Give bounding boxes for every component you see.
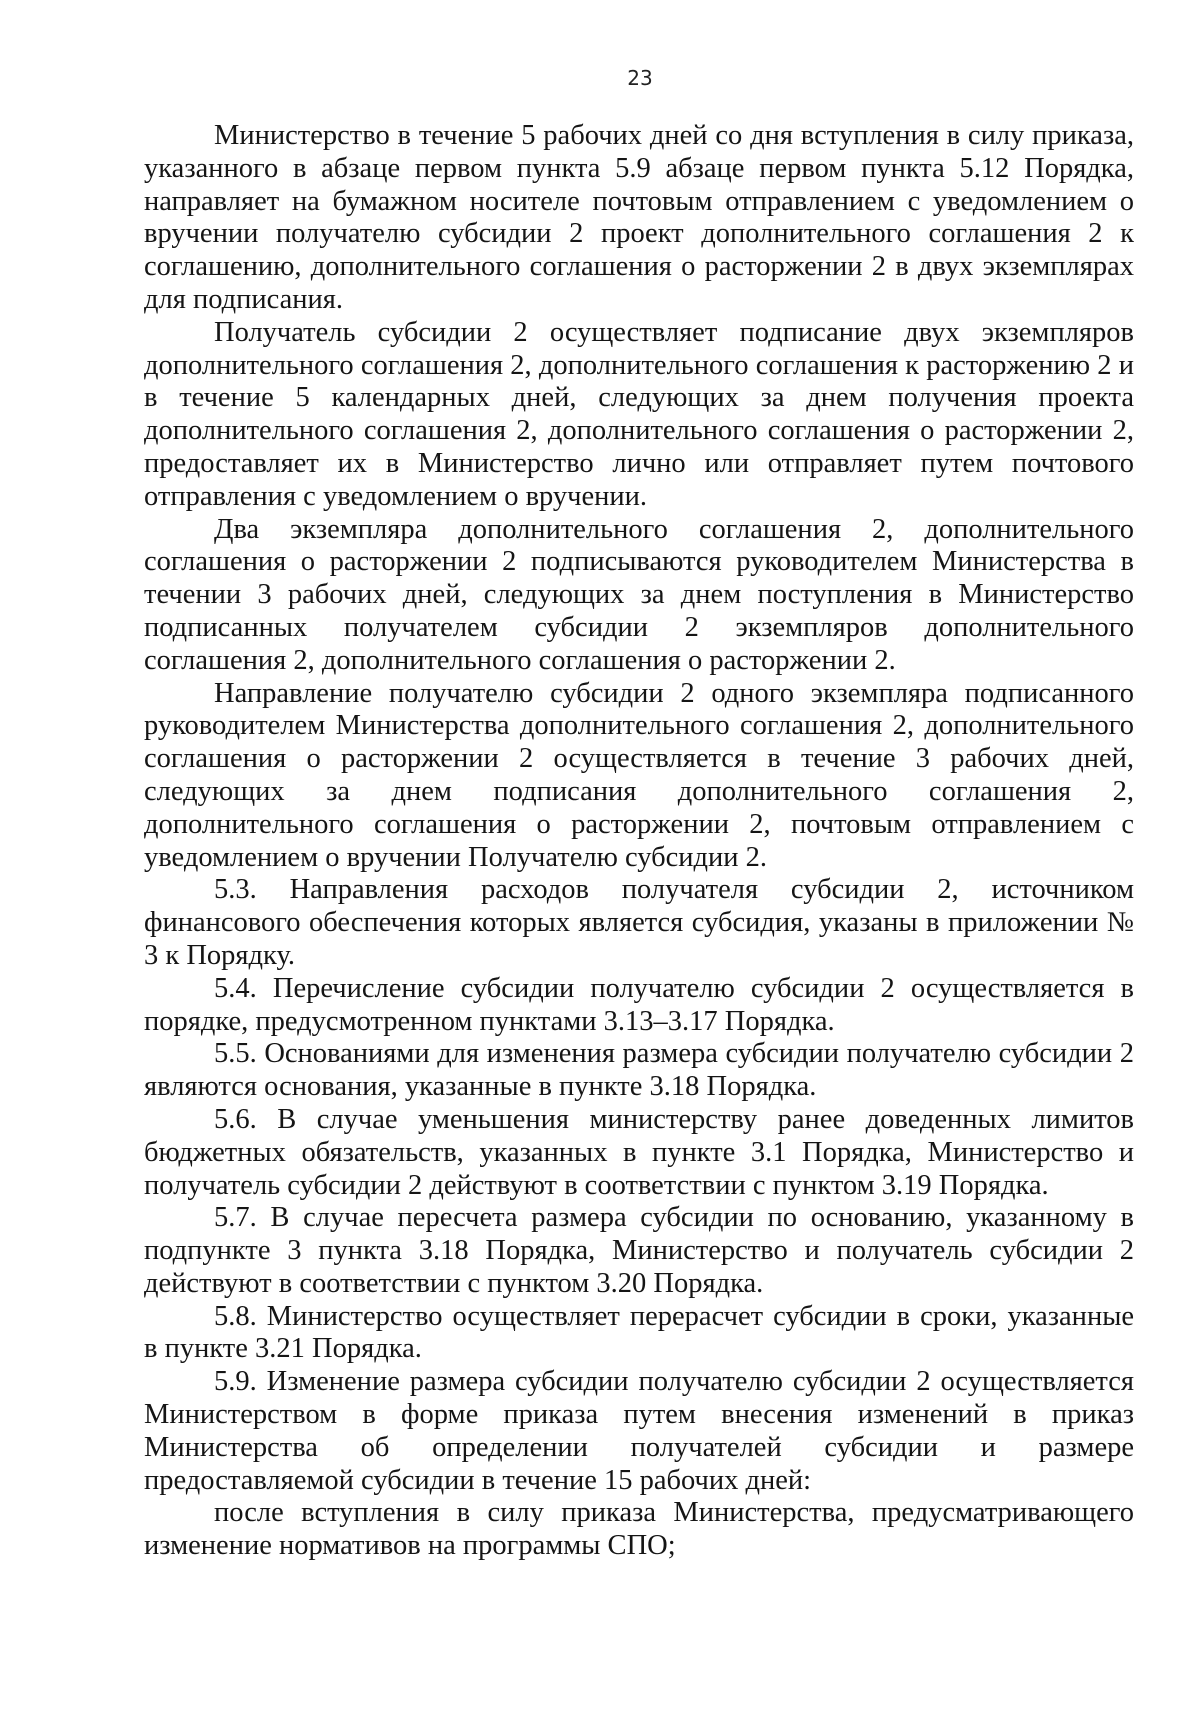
paragraph-1: Министерство в течение 5 рабочих дней со дня вступления в силу приказа, указанного в абзаце первом пункта 5.9 абзаце первом пункта 5.12 Порядка, направляет на бумажном носителе почтовым отправлением с уведомлением о вручении получателю субсидии 2 проект дополнительного соглашения 2 к соглашению, дополнительного соглашения о расторжении 2 в двух экземплярах для подписания. [144, 120, 1134, 315]
paragraph-5-8: 5.8. Министерство осуществляет перерасчет субсидии в сроки, указанные в пункте 3.21 Порядка. [144, 1300, 1134, 1365]
paragraph-5-5: 5.5. Основаниями для изменения размера субсидии получателю субсидии 2 являются основания, указанные в пункте 3.18 Порядка. [144, 1038, 1134, 1103]
paragraph-2: Получатель субсидии 2 осуществляет подписание двух экземпляров дополнительного соглашения 2, дополнительного соглашения к расторжению 2 и в течение 5 календарных дней, следующих за днем получения проекта дополнительного соглашения 2, дополнительного соглашения о расторжении 2, предоставляет их в Министерство лично или отправляет путем почтового отправления с уведомлением о вручении. [144, 316, 1134, 512]
paragraph-3: Два экземпляра дополнительного соглашения 2, дополнительного соглашения о расторжении 2 подписываются руководителем Министерства в течении 3 рабочих дней, следующих за днем поступления в Министерство подписанных получателем субсидии 2 экземпляров дополнительного соглашения 2, дополнительного соглашения о расторжении 2. [144, 513, 1134, 676]
page-number: 23 [627, 66, 653, 90]
paragraph-5-9: 5.9. Изменение размера субсидии получателю субсидии 2 осуществляется Министерством в форме приказа путем внесения изменений в приказ Министерства об определении получателей субсидии и размере предоставляемой субсидии в течение 15 рабочих дней: [144, 1366, 1134, 1496]
paragraph-5-6: 5.6. В случае уменьшения министерству ранее доведенных лимитов бюджетных обязательств, указанных в пункте 3.1 Порядка, Министерство и получатель субсидии 2 действуют в соответствии с пунктом 3.19 Порядка. [144, 1103, 1134, 1201]
paragraph-4: Направление получателю субсидии 2 одного экземпляра подписанного руководителем Министерства дополнительного соглашения 2, дополнительного соглашения о расторжении 2 осуществляется в течение 3 рабочих дней, следующих за днем подписания дополнительного соглашения 2, дополнительного соглашения о расторжении 2, почтовым отправлением с уведомлением о вручении Получателю субсидии 2. [144, 677, 1134, 873]
document-body [144, 120, 1134, 1563]
paragraph-5-9-item: после вступления в силу приказа Министерства, предусматривающего изменение нормативов на программы СПО; [144, 1497, 1134, 1562]
paragraph-5-4: 5.4. Перечисление субсидии получателю субсидии 2 осуществляется в порядке, предусмотренном пунктами 3.13–3.17 Порядка. [144, 972, 1134, 1037]
paragraph-5-7: 5.7. В случае пересчета размера субсидии по основанию, указанному в подпункте 3 пункта 3.18 Порядка, Министерство и получатель субсидии 2 действуют в соответствии с пунктом 3.20 Порядка. [144, 1202, 1134, 1299]
paragraph-5-3: 5.3. Направления расходов получателя субсидии 2, источником финансового обеспечения которых является субсидия, указаны в приложении № 3 к Порядку. [144, 874, 1134, 971]
